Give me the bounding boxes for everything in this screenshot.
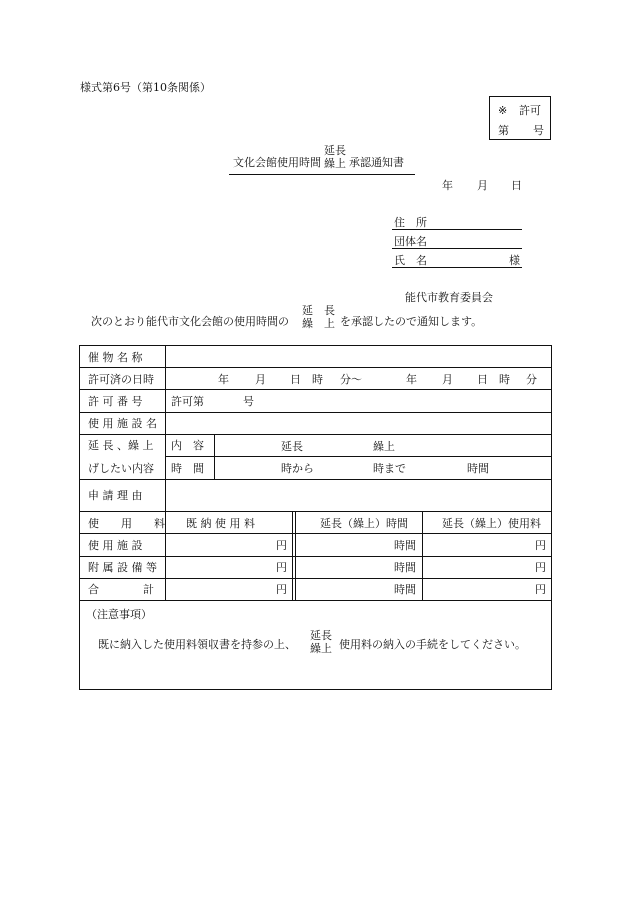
time-field[interactable] — [215, 457, 551, 479]
permit-no-label: 許 可 番 号 — [88, 395, 143, 408]
event-name-label: 催 物 名 称 — [88, 351, 143, 364]
honorific: 様 — [509, 254, 520, 267]
intro-suffix: を承認したので通知します。 — [340, 315, 483, 328]
permit-no-suffix: 号 — [243, 395, 254, 408]
person-name-label: 氏 名 — [394, 254, 427, 267]
dt-hour: 時 — [312, 373, 323, 386]
permit-dai-label: 第 — [498, 124, 509, 137]
permitted-datetime-label: 許可済の日時 — [88, 373, 154, 386]
permit-number-box — [489, 96, 551, 140]
address-line[interactable] — [392, 229, 522, 230]
fee-column-divider-double — [295, 511, 296, 600]
fee-row-fee[interactable]: 円 — [535, 539, 546, 552]
extension-label-line2: げしたい内容 — [88, 462, 154, 475]
time-from: 時から — [281, 462, 314, 475]
row-divider — [80, 533, 551, 534]
fee-row-label: 使 用 施 設 — [88, 539, 143, 552]
content-field[interactable] — [215, 435, 551, 456]
dt-month-end: 月 — [442, 373, 453, 386]
time-label: 時 間 — [171, 462, 204, 475]
fee-column-divider — [422, 511, 423, 600]
address-label: 住 所 — [394, 216, 427, 229]
title-option-stack — [324, 145, 346, 170]
permit-label: 許可 — [519, 104, 541, 117]
dt-minute-end: 分 — [526, 373, 537, 386]
fee-row-label: 合 計 — [88, 583, 154, 596]
event-name-field[interactable] — [166, 346, 551, 367]
fee-row-paid[interactable]: 円 — [276, 583, 287, 596]
facility-label: 使 用 施 設 名 — [88, 417, 157, 430]
intro-option-stack — [302, 305, 335, 330]
facility-field[interactable] — [166, 413, 551, 434]
row-divider — [80, 600, 551, 601]
fee-row-paid[interactable]: 円 — [276, 539, 287, 552]
form-number: 様式第6号（第10条関係） — [80, 81, 211, 94]
content-extend: 延長 — [281, 440, 303, 453]
title-suffix: 承認通知書 — [349, 156, 404, 169]
extension-fee-header: 延長（繰上）使用料 — [442, 517, 541, 530]
issuer-name: 能代市教育委員会 — [405, 291, 493, 304]
title-prefix: 文化会館使用時間 — [233, 156, 321, 169]
notes-title: （注意事項） — [86, 608, 152, 621]
note-mark: ※ — [498, 104, 508, 117]
person-name-line[interactable] — [392, 267, 522, 268]
notes-option-extend: 延長 — [310, 629, 332, 642]
dt-minute: 分～ — [340, 373, 362, 386]
notes-option-stack — [310, 630, 332, 655]
fee-row-fee[interactable]: 円 — [535, 561, 546, 574]
time-hours: 時間 — [467, 462, 489, 475]
row-divider — [80, 578, 551, 579]
permit-no-prefix: 許可第 — [171, 395, 204, 408]
intro-option-extend: 延 長 — [302, 304, 335, 317]
dt-month: 月 — [255, 373, 266, 386]
application-table — [79, 345, 552, 690]
title-option-advance: 繰上 — [324, 156, 346, 170]
fee-row-hours[interactable]: 時間 — [394, 539, 416, 552]
reason-field[interactable] — [166, 480, 551, 511]
content-label: 内 容 — [171, 439, 204, 452]
group-name-label: 団体名 — [394, 235, 427, 248]
notes-prefix: 既に納入した使用料領収書を持参の上、 — [98, 638, 296, 651]
date-year-label: 年 — [442, 179, 453, 192]
permit-no-field[interactable] — [166, 390, 551, 412]
fee-row-fee[interactable]: 円 — [535, 583, 546, 596]
notes-suffix: 使用料の納入の手続をしてください。 — [339, 638, 526, 651]
row-divider — [80, 556, 551, 557]
dt-year-end: 年 — [406, 373, 417, 386]
dt-year: 年 — [218, 373, 229, 386]
fee-row-label: 附 属 設 備 等 — [88, 561, 157, 574]
fee-column-divider — [292, 511, 293, 600]
dt-day-end: 日 — [477, 373, 488, 386]
title-option-extend: 延長 — [324, 144, 346, 157]
fee-label: 使 用 料 — [88, 517, 165, 530]
group-name-line[interactable] — [392, 248, 522, 249]
time-to: 時まで — [373, 462, 406, 475]
permitted-datetime-field[interactable] — [166, 368, 551, 389]
title-underline — [229, 174, 415, 175]
dt-day: 日 — [290, 373, 301, 386]
intro-option-advance: 繰 上 — [302, 316, 335, 330]
dt-hour-end: 時 — [499, 373, 510, 386]
fee-row-paid[interactable]: 円 — [276, 561, 287, 574]
date-day-label: 日 — [511, 179, 522, 192]
extension-label-line1: 延 長 、繰 上 — [88, 439, 154, 452]
intro-prefix: 次のとおり能代市文化会館の使用時間の — [91, 315, 289, 328]
content-advance: 繰上 — [373, 440, 395, 453]
paid-fee-header: 既 納 使 用 料 — [186, 517, 255, 530]
fee-row-hours[interactable]: 時間 — [394, 561, 416, 574]
permit-go-label: 号 — [533, 124, 544, 137]
row-divider — [80, 511, 551, 512]
reason-label: 申 請 理 由 — [88, 489, 143, 502]
date-month-label: 月 — [477, 179, 488, 192]
notes-option-advance: 繰上 — [310, 641, 332, 655]
fee-row-hours[interactable]: 時間 — [394, 583, 416, 596]
extension-time-header: 延長（繰上）時間 — [320, 517, 408, 530]
